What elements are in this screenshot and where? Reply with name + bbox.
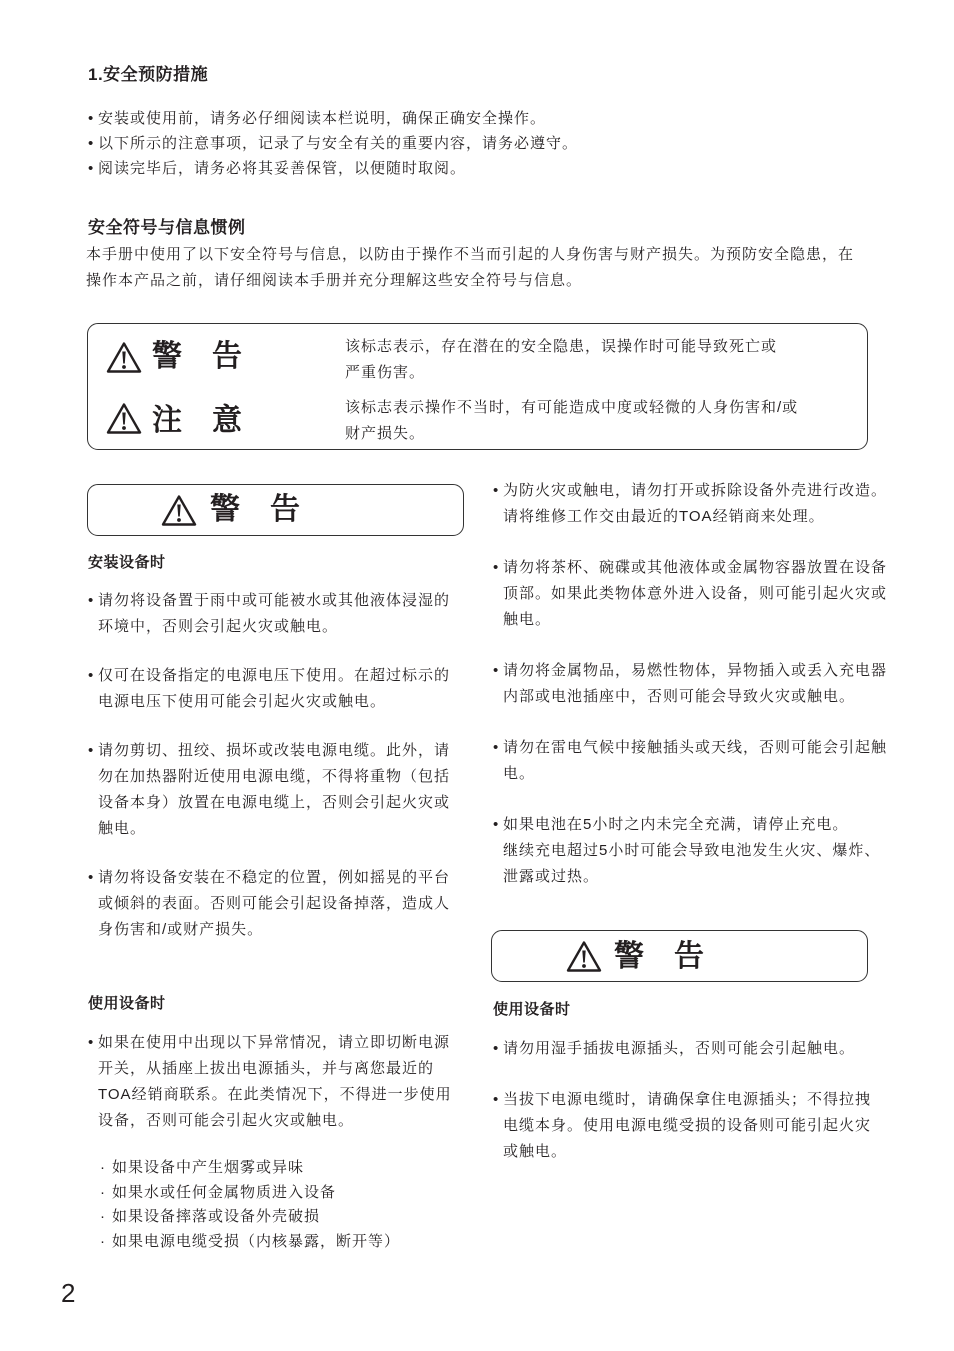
caution-label: 注意 xyxy=(152,404,272,437)
list-item xyxy=(88,588,450,640)
item-line: 环境中，否则会引起火灾或触电。 xyxy=(98,618,339,635)
item-line: • 如果在使用中出现以下异常情况，请立即切断电源 xyxy=(98,1034,451,1051)
right-warning-list xyxy=(493,478,887,890)
conventions-title: 安全符号与信息惯例 xyxy=(88,218,246,237)
warning-triangle-icon xyxy=(161,494,197,527)
item-line: • 请勿剪切、扭绞、损坏或改装电源电缆。此外，请 xyxy=(98,742,451,759)
list-item xyxy=(493,735,887,787)
warning-description xyxy=(345,334,777,386)
item-line: • 当拔下电源电缆时，请确保拿住电源插头；不得拉拽 xyxy=(503,1091,872,1108)
item-line: 电源电压下使用可能会引起火灾或触电。 xyxy=(98,693,387,710)
warning-triangle-icon xyxy=(566,940,602,973)
item-line: • 请勿将金属物品，易燃性物体，异物插入或丢入充电器 xyxy=(503,662,888,679)
description-line: 财产损失。 xyxy=(345,425,426,442)
item-line: 设备本身）放置在电源电缆上，否则会引起火灾或 xyxy=(98,794,451,811)
use-heading: 使用设备时 xyxy=(493,1001,571,1018)
caution-triangle-icon xyxy=(106,402,142,435)
item-line: 电缆本身。使用电源电缆受损的设备则可能引起火灾 xyxy=(503,1117,872,1134)
description-line: 该标志表示操作不当时，有可能造成中度或轻微的人身伤害和/或 xyxy=(345,399,799,416)
list-item xyxy=(493,1036,871,1062)
item-line: • 仅可在设备指定的电源电压下使用。在超过标示的 xyxy=(98,667,451,684)
sub-list-item: · 如果设备摔落或设备外壳破损 xyxy=(100,1205,400,1230)
banner-label: 警告 xyxy=(210,493,330,526)
item-line: • 如果电池在5小时之内未完全充满，请停止充电。 xyxy=(503,816,849,833)
list-item xyxy=(88,663,450,715)
warning-triangle-icon xyxy=(106,341,142,374)
list-item: • 安装或使用前，请务必仔细阅读本栏说明，确保正确安全操作。 xyxy=(88,106,578,131)
item-line: • 请勿用湿手插拔电源插头，否则可能会引起触电。 xyxy=(503,1040,856,1057)
item-line: • 请勿在雷电气候中接触插头或天线，否则可能会引起触 xyxy=(503,739,888,756)
abnormal-condition-list xyxy=(100,1156,400,1255)
item-line: 或触电。 xyxy=(503,1143,568,1160)
sub-list-item: · 如果设备中产生烟雾或异味 xyxy=(100,1156,400,1181)
page-number: 2 xyxy=(61,1278,76,1308)
use-warning-list xyxy=(493,1036,871,1165)
list-item: • 阅读完毕后，请务必将其妥善保管，以便随时取阅。 xyxy=(88,156,578,181)
item-line: TOA经销商联系。在此类情况下，不得进一步使用 xyxy=(98,1086,452,1103)
item-line: 或倾斜的表面。否则可能会引起设备掉落，造成人 xyxy=(98,895,451,912)
item-line: 身伤害和/或财产损失。 xyxy=(98,921,264,938)
list-item xyxy=(493,658,887,710)
list-item xyxy=(88,1030,452,1134)
item-line: 请将维修工作交由最近的TOA经销商来处理。 xyxy=(503,508,825,525)
description-line: 严重伤害。 xyxy=(345,364,426,381)
item-line: 设备，否则可能会引起火灾或触电。 xyxy=(98,1112,355,1129)
sub-list-item: · 如果电源电缆受损（内核暴露，断开等） xyxy=(100,1230,400,1255)
item-line: 勿在加热器附近使用电源电缆，不得将重物（包括 xyxy=(98,768,451,785)
install-heading: 安装设备时 xyxy=(88,554,166,571)
paragraph-line: 本手册中使用了以下安全符号与信息，以防由于操作不当而引起的人身伤害与财产损失。为预防安全隐患，在 xyxy=(86,246,855,263)
list-item xyxy=(493,478,887,530)
item-line: • 请勿将茶杯、碗碟或其他液体或金属物容器放置在设备 xyxy=(503,559,888,576)
list-item: • 以下所示的注意事项，记录了与安全有关的重要内容，请务必遵守。 xyxy=(88,131,578,156)
item-line: 内部或电池插座中，否则可能会导致火灾或触电。 xyxy=(503,688,856,705)
conventions-paragraph xyxy=(86,242,854,294)
caution-description xyxy=(345,395,798,447)
use-warning-list xyxy=(88,1030,452,1134)
item-line: 继续充电超过5小时可能会导致电池发生火灾、爆炸、 xyxy=(503,842,881,859)
sub-list-item: · 如果水或任何金属物质进入设备 xyxy=(100,1181,400,1206)
banner-label: 警告 xyxy=(614,940,734,973)
install-warning-list xyxy=(88,588,450,943)
item-line: 电。 xyxy=(503,765,536,782)
item-line: • 为防火灾或触电，请勿打开或拆除设备外壳进行改造。 xyxy=(503,482,888,499)
item-line: • 请勿将设备安装在不稳定的位置，例如摇晃的平台 xyxy=(98,869,451,886)
item-line: 触电。 xyxy=(98,820,147,837)
list-item xyxy=(493,812,887,890)
list-item xyxy=(493,555,887,633)
intro-bullet-list xyxy=(88,106,578,181)
item-line: • 请勿将设备置于雨中或可能被水或其他液体浸湿的 xyxy=(98,592,451,609)
item-line: 顶部。如果此类物体意外进入设备，则可能引起火灾或 xyxy=(503,585,888,602)
use-heading: 使用设备时 xyxy=(88,995,166,1012)
section-title: 1.安全预防措施 xyxy=(88,65,209,84)
description-line: 该标志表示，存在潜在的安全隐患，误操作时可能导致死亡或 xyxy=(345,338,778,355)
item-line: 开关，从插座上拔出电源插头，并与离您最近的 xyxy=(98,1060,435,1077)
item-line: 泄露或过热。 xyxy=(503,868,600,885)
item-line: 触电。 xyxy=(503,611,552,628)
paragraph-line: 操作本产品之前，请仔细阅读本手册并充分理解这些安全符号与信息。 xyxy=(86,272,583,289)
list-item xyxy=(88,738,450,842)
list-item xyxy=(88,865,450,943)
warning-label: 警告 xyxy=(152,340,272,373)
list-item xyxy=(493,1087,871,1165)
